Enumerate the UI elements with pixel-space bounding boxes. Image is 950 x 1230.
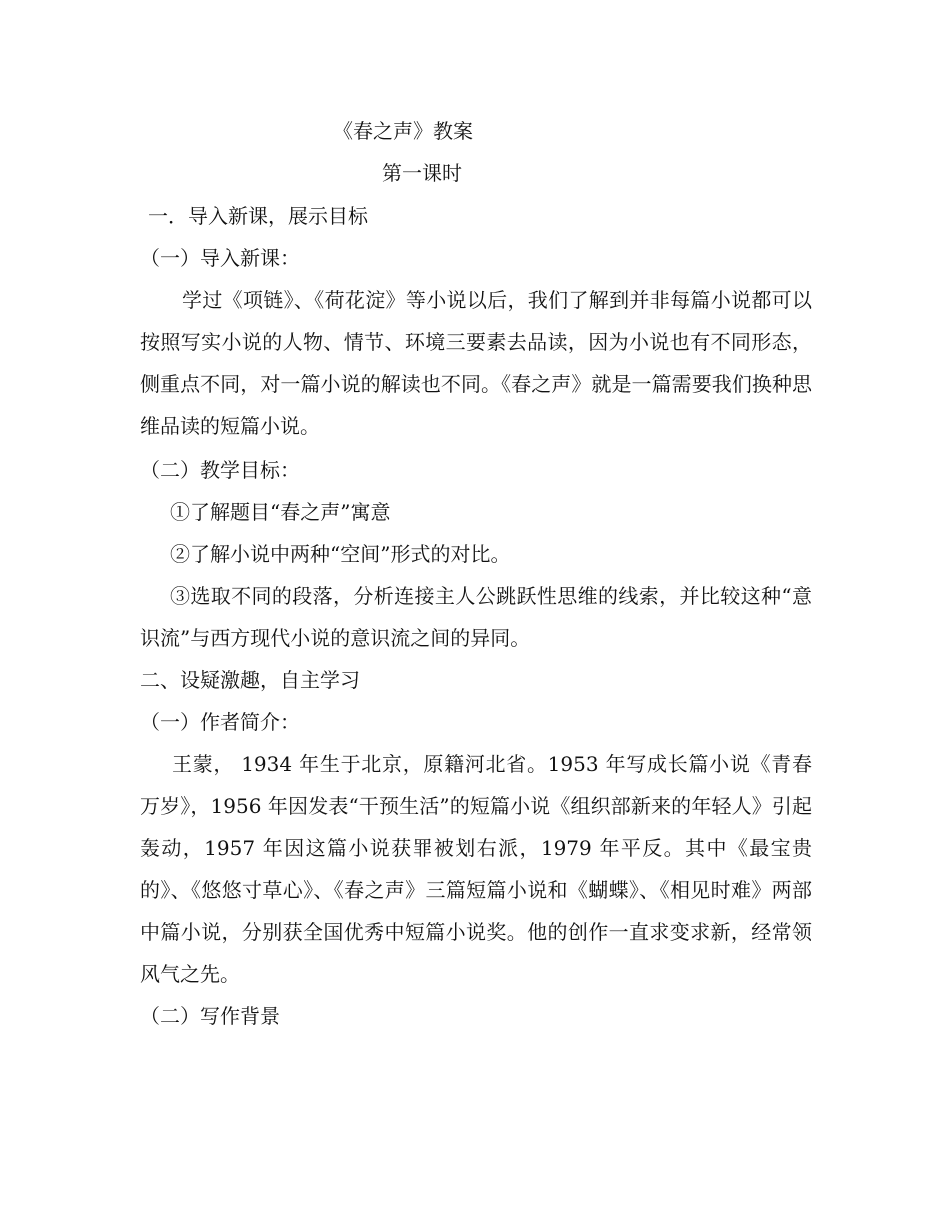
intro-paragraph: 学过《项链》、《荷花淀》等小说以后，我们了解到并非每篇小说都可以按照写实小说的人物、情节、环境三要素去品读，因为小说也有不同形态，侧重点不同，对一篇小说的解读也不同。《春之声》就是一篇需要我们换种思维品读的短篇小说。 bbox=[140, 288, 812, 438]
intro-heading: （一）导入新课： bbox=[140, 246, 300, 270]
lesson-subtitle: 第一课时 bbox=[382, 161, 462, 185]
section-2-heading: 二、设疑激趣，自主学习 bbox=[140, 668, 360, 692]
author-heading: （一）作者简介： bbox=[140, 710, 300, 734]
section-1-heading: 一．导入新课，展示目标 bbox=[148, 204, 368, 228]
background-heading: （二）写作背景 bbox=[140, 1004, 280, 1028]
goal-item-3: ③选取不同的段落，分析连接主人公跳跃性思维的线索，并比较这种“意识流”与西方现代小说的意识流之间的异同。 bbox=[140, 584, 812, 650]
author-paragraph: 王蒙， 1934 年生于北京，原籍河北省。1953 年写成长篇小说《青春万岁》，1956 年因发表“干预生活”的短篇小说《组织部新来的年轻人》引起轰动，1957 年因这篇小说获罪被划右派，1979 年平反。其中《最宝贵的》、《悠悠寸草心》、《春之声》三篇短篇小说和《蝴蝶》、《相见时难》两部中篇小说，分别获全国优秀中短篇小说奖。他的创作一直求变求新，经常领风气之先。 bbox=[140, 752, 812, 986]
document-title: 《春之声》教案 bbox=[333, 119, 473, 143]
goal-item-2: ②了解小说中两种“空间”形式的对比。 bbox=[170, 542, 511, 566]
goals-heading: （二）教学目标： bbox=[140, 458, 300, 482]
goal-item-1: ①了解题目“春之声”寓意 bbox=[170, 500, 391, 524]
